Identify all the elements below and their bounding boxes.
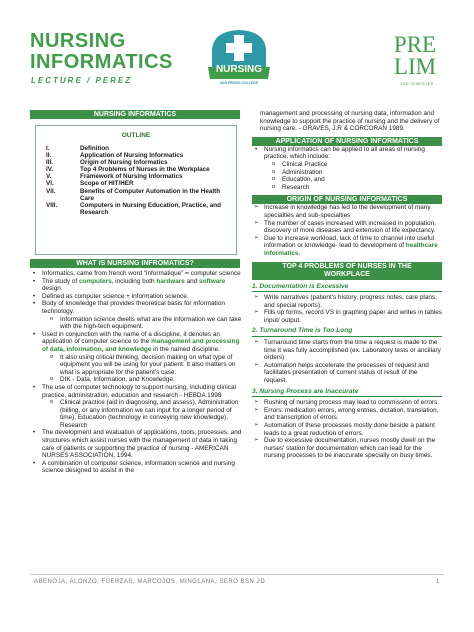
sub-list-item: o Clinical Practice xyxy=(252,161,442,169)
list-item: ➢ Increase in knowledge has led to the development of many specialties and sub-specialties xyxy=(252,204,442,219)
footer-divider xyxy=(30,574,444,575)
list-item: ➢ Due to excessive documentation, nurses mostly dwell on the nurses' station for documentation which can lead for the nursing processes to be inaccurate specially on busy times. xyxy=(252,437,442,460)
list-item: • The development and evaluation of applications, tools, processes, and structures which assist nurses with the management of data in taking care of patients or supporting the practice of nursing - AMERICAN NURSES ASSOCIATION, 1994. xyxy=(30,429,242,459)
outline-item: V. Framework of Nursing Informatics xyxy=(46,173,183,181)
what-is-bar: WHAT IS NURSING INFROMATICS? xyxy=(30,259,240,268)
prelim-line2: LIM xyxy=(393,54,437,79)
sub-list-item: o Administration xyxy=(252,169,442,177)
outline-item: IV. Top 4 Problems of Nurses in the Workplace xyxy=(46,166,210,174)
outline-list xyxy=(36,145,236,216)
outline-item: VIII. Computers in Nursing Education, Practice, and Research xyxy=(46,201,222,216)
list-item: • Body of knowledge that provides theoretical basis for information technology. xyxy=(30,300,242,315)
list-item: ➢ Write narratives (patient's history, progress notes, care plans, and special reports). xyxy=(252,294,442,309)
application-bar: APPLICATION OF NURSING INFORMATICS xyxy=(252,137,442,146)
section-heading-inaccurate: 3. Nursing Process are Inaccurate xyxy=(252,388,442,398)
origin-bar: ORIGIN OF NURSING INFORMATICS xyxy=(252,195,442,204)
list-item: • A combination of computer science, information science and nursing science designed to assist in the xyxy=(30,460,242,475)
list-item: • Nursing informatics can be applied to all areas of nursing practice, which include: xyxy=(252,146,442,161)
list-item: ➢ Automation helps accelerate the processes of request and facilitates presentation of current status of result of the request. xyxy=(252,362,442,385)
list-item: ➢ Rushing of nursing process may lead to commission of errors. xyxy=(252,399,442,407)
semester-label: 2ND SEMESTER xyxy=(400,82,434,86)
list-item: ➢ Errors: medication errors, wrong entries, dictation, translation, and transcription of errors. xyxy=(252,407,442,422)
list-item: ➢ Due to increase workload, lack of time to channel into useful information or knowledge- lead to development of healthcare informatics. xyxy=(252,235,442,258)
sub-list-item: o Research xyxy=(252,184,442,192)
sub-list-item: o Clinical practice (aid in diagnosing, and assess), Administration (billing, or any information we can input for a longer period of time), Education (technology in conveying new knowledge), Research xyxy=(30,399,242,429)
outline-item: VII. Benefits of Computer Automation in the Health Care xyxy=(46,187,221,202)
list-item: ➢ Turnaround time starts from the time a request is made to the time it was fully accomplished (ex. Laboratory tests or ancillary orders) xyxy=(252,339,442,362)
left-column-body xyxy=(30,270,242,475)
top4-bar xyxy=(252,262,442,280)
sub-list-item: o Education, and xyxy=(252,176,442,184)
outline-heading: OUTLINE xyxy=(121,132,151,139)
outline-item: II. Application of Nursing Informatics xyxy=(46,152,184,160)
footer-authors: ABENOJA, ALONZO, FUERZAS, MARCOJOS, MINGLANA, SERO BSN 2D xyxy=(34,579,266,585)
outline-item: III. Origin of Nursing Informatics xyxy=(46,159,168,167)
page-number: 1 xyxy=(436,579,440,585)
nursing-informatics-bar: NURSING INFORMATICS xyxy=(30,110,240,119)
title-nursing: NURSING xyxy=(30,30,126,52)
right-column-body xyxy=(252,110,442,460)
title-informatics: INFORMATICS xyxy=(30,51,173,73)
outline-box xyxy=(35,125,237,255)
top4-bar-line2: WORKPLACE xyxy=(324,270,370,278)
list-item: ➢ Automation of these processes mostly done beside a patient leads to a great reduction of errors. xyxy=(252,422,442,437)
logo-subtext: SAN PEDRO COLLEGE xyxy=(219,81,259,85)
nursing-logo xyxy=(206,27,272,89)
sub-list-item: o It also using critical thinking, decision making on what type of equipment you will be using for your patient. It also matters on what is appropriate for the patient's case. xyxy=(30,354,242,377)
section-heading-turnaround: 2. Turnaround Time is Too Long xyxy=(252,327,442,337)
list-item: • Informatics, came from french word “informatique” = computer science xyxy=(30,270,242,278)
lecture-subtitle: LECTURE / PEREZ xyxy=(31,76,133,85)
prelim-line1: PRE xyxy=(393,32,437,57)
section-heading-documentation: 1. Documentation is Excessive xyxy=(252,283,442,293)
prelim-badge xyxy=(386,34,444,78)
outline-item: I. Definition xyxy=(46,145,110,152)
sub-list-item: o DIK - Data, Information, and Knowledge. xyxy=(30,376,242,384)
outline-item: VI. Scope of HIT/HER xyxy=(46,180,134,188)
list-item: • The study of computers, including both hardware and software design. xyxy=(30,278,242,293)
list-item: ➢ Fills up forms, record VS in graphing paper and writes in tables input/ output. xyxy=(252,309,442,324)
list-item: ➢ The number of cases increased with increased in population, discovery of more diseases and extension of life expectancy. xyxy=(252,220,442,235)
continued-text: management and processing of nursing data, information and knowledge to support the practice of nursing and the delivery of nursing care. - GRAVES, J.R & CORCORAN 1989. xyxy=(260,110,440,133)
logo-text: NURSING xyxy=(215,64,263,75)
sub-list-item: o Information science dwells what are the information we can take with the high-tech equipment. xyxy=(30,316,242,331)
top4-bar-line1: TOP 4 PROBLEMS OF NURSES IN THE xyxy=(282,262,412,270)
list-item: • Used in conjunction with the name of a discipline, it denotes an application of computer science to the management and processing of data, information, and knowledge in the named discipline. xyxy=(30,331,242,354)
list-item: • The use of computer technology to support nursing, including clinical practice, administration, education and research - HEBDA 1998 xyxy=(30,384,242,399)
list-item: • Defined as computer science + information science. xyxy=(30,293,242,301)
